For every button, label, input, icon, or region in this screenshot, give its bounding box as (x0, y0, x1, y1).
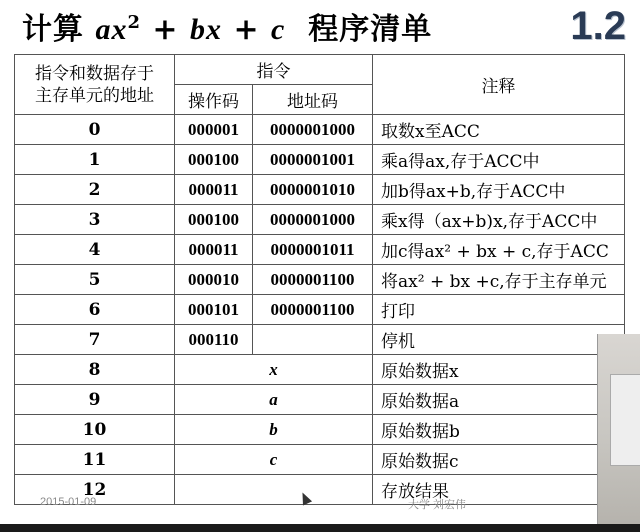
row-note: 乘x得（ax+b)x,存于ACC中 (373, 205, 625, 235)
row-addr: 9 (15, 385, 175, 415)
row-addr: 3 (15, 205, 175, 235)
footer-author: 大学 刘宏伟 (408, 499, 467, 511)
row-note: 打印 (373, 295, 625, 325)
table-row (15, 115, 625, 145)
row-opcode: 000001 (175, 115, 253, 145)
row-addr: 4 (15, 235, 175, 265)
table-row (15, 475, 625, 505)
row-opcode: 000011 (175, 175, 253, 205)
row-opcode: 000010 (175, 265, 253, 295)
row-data: x (175, 355, 373, 385)
row-note: 停机 (373, 325, 625, 355)
row-data (175, 475, 373, 505)
table-row (15, 415, 625, 445)
row-opcode: 000100 (175, 145, 253, 175)
row-address-code: 0000001001 (253, 145, 373, 175)
row-note: 将ax² + bx +c,存于主存单元 (373, 265, 625, 295)
row-opcode: 000011 (175, 235, 253, 265)
row-address-code: 0000001100 (253, 295, 373, 325)
row-addr: 6 (15, 295, 175, 325)
header-opcode: 操作码 (175, 85, 253, 115)
row-data: c (175, 445, 373, 475)
row-addr: 11 (15, 445, 175, 475)
table-row (15, 235, 625, 265)
header-address-col: 指令和数据存于 主存单元的地址 (15, 55, 175, 115)
row-addr: 12 (15, 475, 175, 505)
title-plus2: + (222, 12, 272, 47)
row-address-code: 0000001011 (253, 235, 373, 265)
title-plus1: + (140, 12, 191, 47)
video-inset (597, 334, 640, 532)
table-row (15, 175, 625, 205)
row-note: 原始数据a (373, 385, 625, 415)
row-note: 乘a得ax,存于ACC中 (373, 145, 625, 175)
row-addr: 0 (15, 115, 175, 145)
row-note: 取数x至ACC (373, 115, 625, 145)
row-note: 原始数据x (373, 355, 625, 385)
header-instruction: 指令 (175, 55, 373, 85)
row-note: 加c得ax² + bx + c,存于ACC (373, 235, 625, 265)
title-var-a: ax (95, 13, 128, 46)
slide-title (22, 4, 432, 48)
footer-date: 2015-01-09 (40, 496, 97, 508)
row-address-code (253, 325, 373, 355)
row-address-code: 0000001000 (253, 115, 373, 145)
row-address-code: 0000001010 (253, 175, 373, 205)
row-addr: 1 (15, 145, 175, 175)
bottom-bar (0, 524, 640, 532)
row-note: 原始数据c (373, 445, 625, 475)
row-data: b (175, 415, 373, 445)
header-note: 注释 (373, 55, 625, 115)
row-address-code: 0000001100 (253, 265, 373, 295)
row-addr: 5 (15, 265, 175, 295)
table-row (15, 265, 625, 295)
program-table (14, 54, 625, 505)
title-var-b: bx (190, 13, 223, 46)
table-row (15, 355, 625, 385)
row-opcode: 000101 (175, 295, 253, 325)
table-row (15, 325, 625, 355)
row-address-code: 0000001000 (253, 205, 373, 235)
section-badge: 1.2 (570, 4, 626, 48)
title-var-c: c (271, 13, 286, 46)
table-row (15, 205, 625, 235)
row-opcode: 000100 (175, 205, 253, 235)
row-note: 加b得ax+b,存于ACC中 (373, 175, 625, 205)
header-address-code: 地址码 (253, 85, 373, 115)
title-suffix: 程序清单 (308, 12, 433, 47)
table-row (15, 445, 625, 475)
row-data: a (175, 385, 373, 415)
row-note: 原始数据b (373, 415, 625, 445)
row-addr: 7 (15, 325, 175, 355)
title-prefix: 计算 (22, 12, 84, 47)
row-addr: 8 (15, 355, 175, 385)
row-opcode: 000110 (175, 325, 253, 355)
table-row (15, 295, 625, 325)
table-row (15, 145, 625, 175)
title-sup: 2 (127, 12, 141, 33)
table-row (15, 385, 625, 415)
row-note: 存放结果 (373, 475, 625, 505)
row-addr: 10 (15, 415, 175, 445)
video-panel (610, 374, 640, 466)
row-addr: 2 (15, 175, 175, 205)
